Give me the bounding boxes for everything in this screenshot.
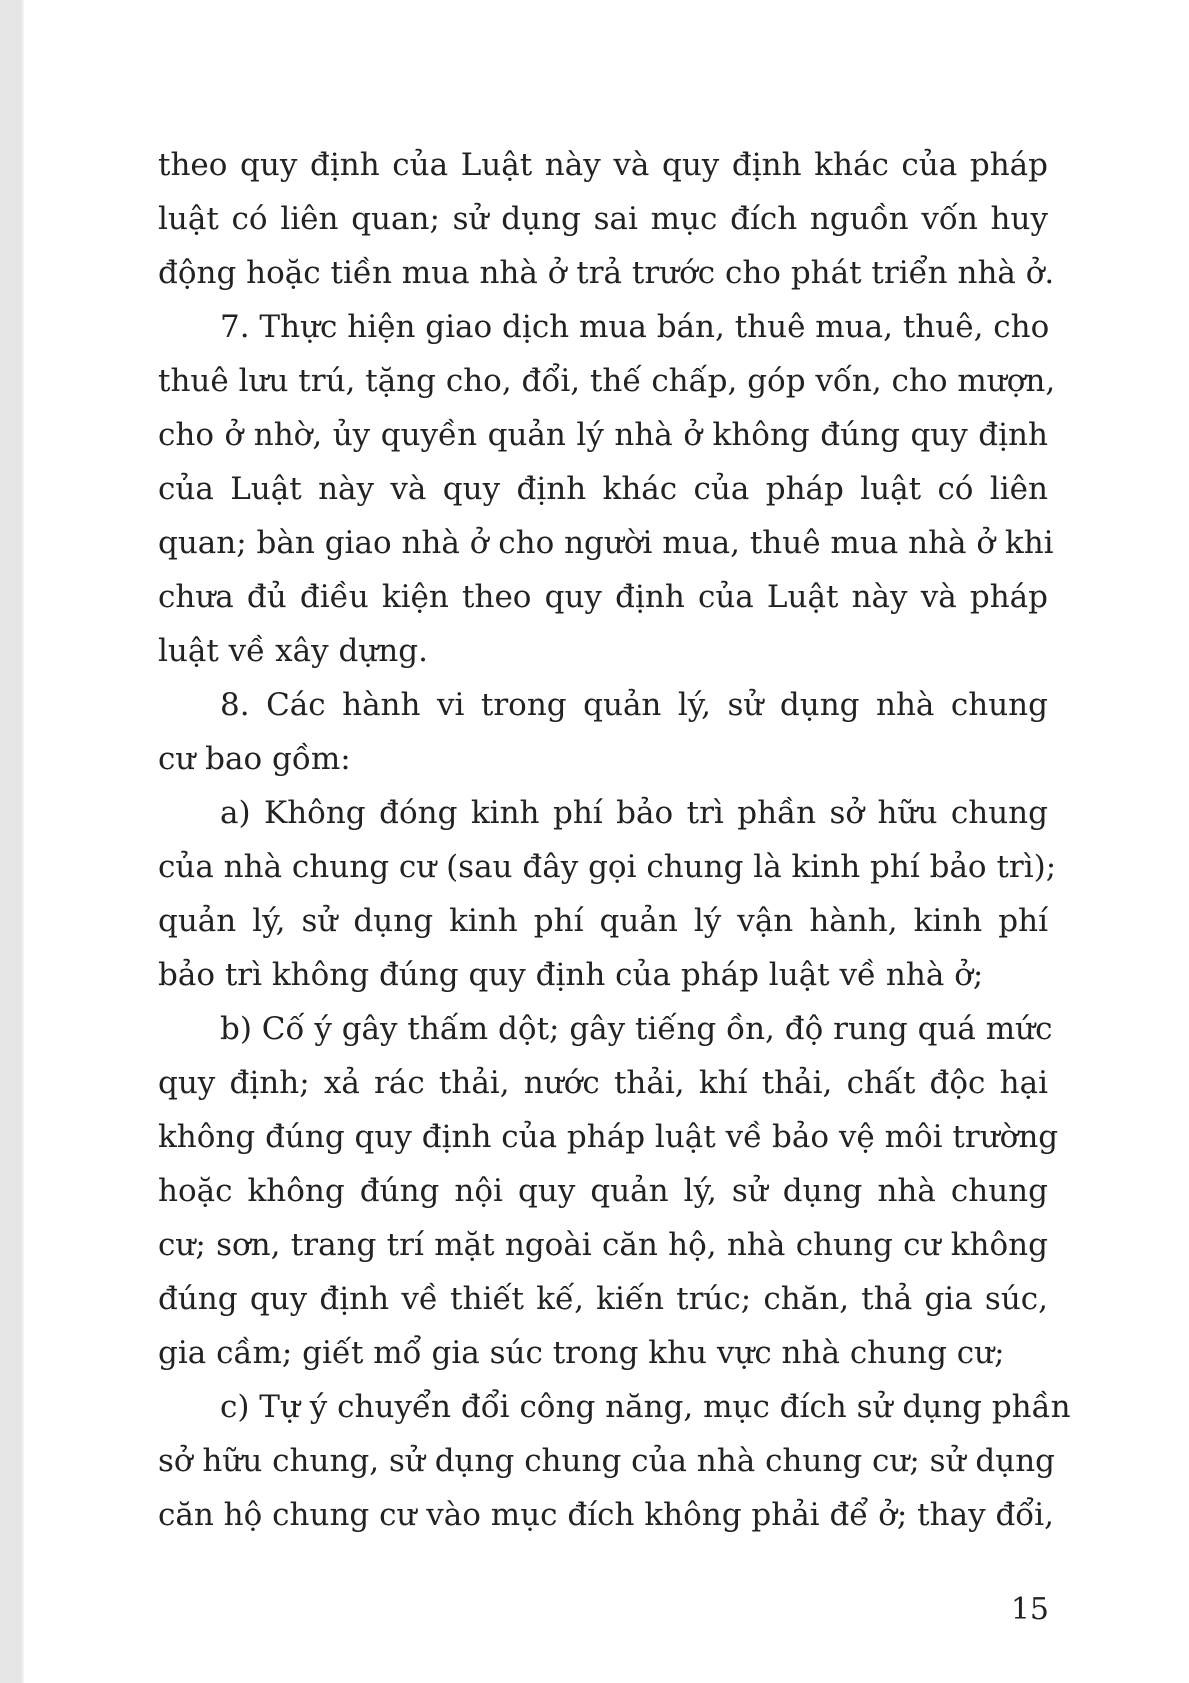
body-line: theo quy định của Luật này và quy định khác của pháp xyxy=(158,147,1048,183)
body-line: quản lý, sử dụng kinh phí quản lý vận hành, kinh phí xyxy=(158,903,1048,939)
page-binding-divider xyxy=(22,0,24,1683)
body-line: c) Tự ý chuyển đổi công năng, mục đích sử dụng phần xyxy=(220,1389,1071,1425)
body-line: cư bao gồm: xyxy=(158,741,351,777)
body-line: 8. Các hành vi trong quản lý, sử dụng nhà chung xyxy=(220,687,1048,723)
body-line: căn hộ chung cư vào mục đích không phải để ở; thay đổi, xyxy=(158,1497,1055,1533)
body-line: quan; bàn giao nhà ở cho người mua, thuê mua nhà ở khi xyxy=(158,525,1054,561)
body-line: không đúng quy định của pháp luật về bảo vệ môi trường xyxy=(158,1119,1059,1155)
body-line: cho ở nhờ, ủy quyền quản lý nhà ở không đúng quy định xyxy=(158,417,1048,453)
page-body xyxy=(158,138,1071,1542)
body-line: sở hữu chung, sử dụng chung của nhà chung cư; sử dụng xyxy=(158,1443,1056,1479)
body-line: động hoặc tiền mua nhà ở trả trước cho phát triển nhà ở. xyxy=(158,255,1055,291)
body-line: đúng quy định về thiết kế, kiến trúc; chăn, thả gia súc, xyxy=(158,1281,1048,1317)
body-line: hoặc không đúng nội quy quản lý, sử dụng nhà chung xyxy=(158,1173,1048,1209)
body-line: cư; sơn, trang trí mặt ngoài căn hộ, nhà chung cư không xyxy=(158,1227,1048,1263)
body-line: chưa đủ điều kiện theo quy định của Luật này và pháp xyxy=(158,579,1048,615)
body-line: 7. Thực hiện giao dịch mua bán, thuê mua, thuê, cho xyxy=(220,309,1050,345)
body-line: của nhà chung cư (sau đây gọi chung là kinh phí bảo trì); xyxy=(158,849,1057,885)
body-line: b) Cố ý gây thấm dột; gây tiếng ồn, độ rung quá mức xyxy=(220,1011,1053,1047)
body-line: luật về xây dựng. xyxy=(158,633,428,669)
body-line: luật có liên quan; sử dụng sai mục đích nguồn vốn huy xyxy=(158,201,1048,237)
body-line: a) Không đóng kinh phí bảo trì phần sở hữu chung xyxy=(220,795,1048,831)
body-line: thuê lưu trú, tặng cho, đổi, thế chấp, góp vốn, cho mượn, xyxy=(158,363,1056,399)
body-line: gia cầm; giết mổ gia súc trong khu vực nhà chung cư; xyxy=(158,1335,1005,1371)
body-line: bảo trì không đúng quy định của pháp luật về nhà ở; xyxy=(158,957,984,993)
page-number: 15 xyxy=(1010,1592,1049,1627)
page-binding-edge xyxy=(0,0,22,1683)
body-line: của Luật này và quy định khác của pháp luật có liên xyxy=(158,471,1048,507)
body-line: quy định; xả rác thải, nước thải, khí thải, chất độc hại xyxy=(158,1065,1048,1101)
